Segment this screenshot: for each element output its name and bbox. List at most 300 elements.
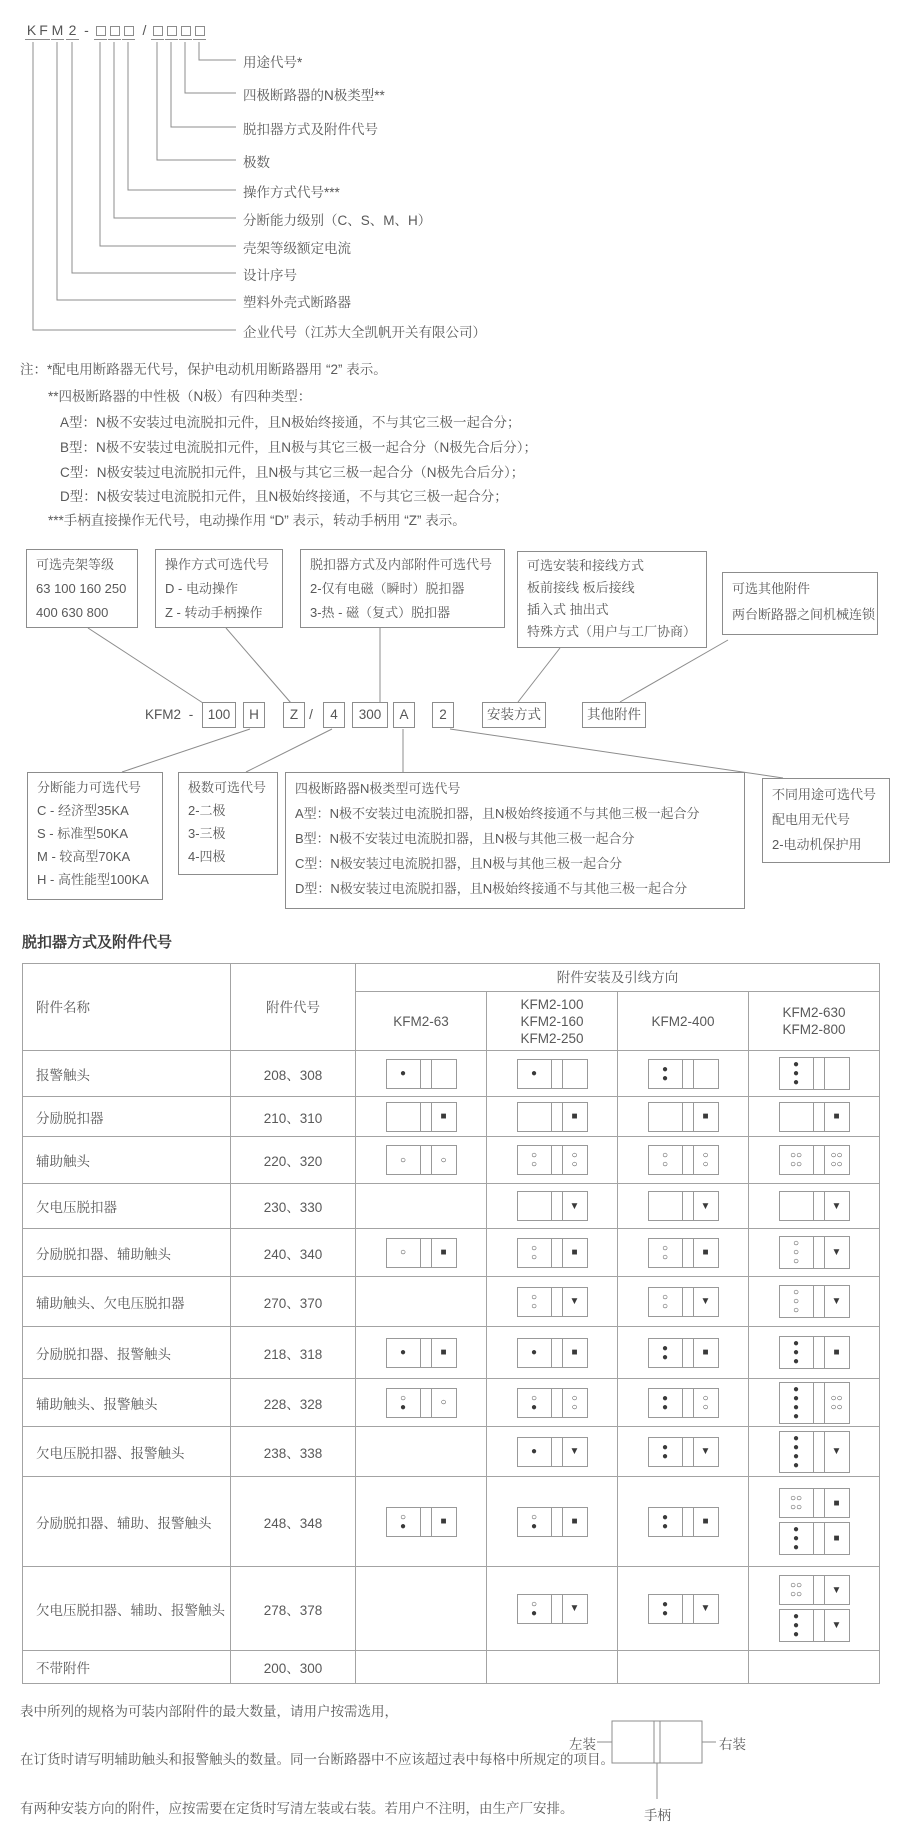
symbol-cell-content [356,1338,486,1368]
symbol-compartment-middle [683,1389,694,1417]
install-direction-box [648,1102,719,1132]
symbol-compartment-middle [814,1576,825,1604]
symbol-compartment-right [563,1103,587,1131]
symbol-compartment-right [694,1146,718,1174]
symbol-glyphs: ● [661,1441,669,1453]
code-box-usage [762,778,890,863]
example-code-box: Z [283,702,305,728]
option-box-line: 可选其他附件 [732,581,811,596]
symbol-glyphs: ● [530,1068,538,1079]
install-direction-box [386,1507,457,1537]
symbol-cell-content [618,1507,748,1537]
symbol-glyphs: ○○ [789,1150,803,1161]
code-box-line: 3-三极 [188,826,226,841]
install-direction-box [779,1609,850,1642]
frame-size-label: KFM2-250 [520,1030,584,1046]
symbol-cell [487,1184,618,1229]
symbol-compartment-middle [421,1103,432,1131]
model-placeholder-square [122,22,135,40]
symbol-glyphs: ● [661,1598,669,1610]
symbol-cell [618,1327,749,1379]
symbol-glyphs: ○ [440,1154,447,1166]
symbol-glyphs: ● [661,1450,669,1462]
install-direction-box [648,1594,719,1624]
symbol-cell-content [749,1102,879,1132]
symbol-glyphs: ● [792,1629,800,1640]
symbol-cell-content [487,1287,617,1317]
symbol-compartment-middle [683,1339,694,1367]
placeholder-square [110,26,120,36]
symbol-cell [618,1277,749,1327]
symbol-glyphs: ■ [571,1347,578,1358]
symbol-glyphs: ○ [571,1392,578,1404]
symbol-compartment-left [518,1192,552,1220]
accessory-code-cell: 278、378 [231,1567,356,1651]
symbol-compartment-middle [421,1239,432,1267]
install-direction-box [779,1488,850,1518]
accessory-code-cell: 218、318 [231,1327,356,1379]
column-header-frame [749,992,880,1051]
symbol-cell-content [618,1338,748,1368]
placeholder-square [181,26,191,36]
symbol-cell-content [356,1388,486,1418]
symbol-glyphs: ○ [399,1392,407,1404]
footer-note: 有两种安装方向的附件，应按需要在定货时写清左装或右装。若用户不注明，由生产厂安排。 [20,1801,574,1816]
symbol-cell [749,1137,880,1184]
symbol-glyphs: ■ [833,1111,840,1122]
install-direction-box [648,1388,719,1418]
left-mount-label: 左装 [569,1737,596,1752]
frame-size-label: KFM2-160 [520,1013,584,1029]
symbol-glyphs: ○ [571,1159,578,1170]
connector-line [33,42,236,330]
symbol-compartment-right [825,1523,849,1554]
accessory-code-cell: 228、328 [231,1379,356,1427]
table-row [23,1229,880,1277]
symbol-glyphs: ● [792,1611,800,1622]
symbol-compartment-right [825,1058,849,1089]
symbol-glyphs: ● [399,1347,407,1358]
symbol-compartment-left [518,1060,552,1088]
symbol-glyphs: ● [792,1077,800,1088]
symbol-compartment-middle [683,1192,694,1220]
code-box-line: C型：N极安装过电流脱扣器，且N极与其他三极一起合分 [295,856,623,871]
symbol-compartment-right [825,1432,849,1472]
connector-line [114,42,236,218]
option-box-line: 可选壳架等级 [36,557,115,572]
symbol-compartment-left [387,1389,421,1417]
install-direction-box [517,1145,588,1175]
symbol-compartment-right [694,1288,718,1316]
symbol-compartment-left [780,1383,814,1423]
symbol-cell-content [749,1431,879,1473]
symbol-glyphs: ○ [661,1291,669,1303]
symbol-compartment-right [432,1339,456,1367]
symbol-glyphs: ● [792,1059,800,1070]
symbol-compartment-right [432,1389,456,1417]
symbol-glyphs: ○ [661,1159,669,1170]
model-char: - [84,22,89,38]
install-direction-box [779,1057,850,1090]
symbol-compartment-right [825,1337,849,1368]
accessory-name-cell: 分励脱扣器、报警触头 [23,1327,231,1379]
callout-label: 用途代号* [243,55,303,70]
install-direction-box [517,1287,588,1317]
symbol-glyphs: ■ [702,1516,709,1527]
accessory-name-cell: 辅助触头、欠电压脱扣器 [23,1277,231,1327]
symbol-glyphs: ○ [530,1251,538,1263]
connector-line [57,42,236,300]
symbol-glyphs: ■ [440,1247,447,1258]
symbol-compartment-right [563,1438,587,1466]
option-box-line: 插入式 抽出式 [527,602,609,617]
connector-line [100,42,236,246]
symbol-glyphs: ○ [399,1511,407,1523]
symbol-cell [749,1379,880,1427]
symbol-compartment-left [649,1389,683,1417]
symbol-glyphs: ● [661,1072,669,1084]
symbol-compartment-left [518,1438,552,1466]
callout-label: 壳架等级额定电流 [243,241,351,256]
symbol-compartment-right [825,1192,849,1220]
symbol-cell-content [356,1059,486,1089]
install-direction-box [386,1388,457,1418]
symbol-glyphs: ● [661,1351,669,1363]
install-direction-box [648,1145,719,1175]
symbol-glyphs: ▼ [700,1296,711,1307]
symbol-compartment-left [780,1237,814,1268]
example-code-box: 4 [323,702,345,728]
symbol-cell [356,1097,487,1137]
symbol-glyphs: ● [661,1342,669,1354]
option-box-line: Z - 转动手柄操作 [165,605,263,620]
symbol-compartment-right [432,1146,456,1174]
symbol-compartment-right [563,1192,587,1220]
symbol-cell [618,1651,749,1684]
symbol-compartment-middle [814,1146,825,1174]
symbol-cell-content [749,1191,879,1221]
code-box-line: H - 高性能型100KA [37,872,149,887]
option-box-operation [155,549,283,628]
symbol-glyphs: ■ [571,1247,578,1258]
column-header-frame [618,992,749,1051]
table-title: 脱扣器方式及附件代号 [22,934,173,951]
symbol-compartment-right [694,1103,718,1131]
connector-line [171,42,236,127]
symbol-cell [749,1097,880,1137]
model-char: / [142,22,147,38]
symbol-glyphs: ● [792,1450,800,1462]
callout-label: 脱扣器方式及附件代号 [243,122,378,137]
symbol-compartment-left [780,1610,814,1641]
placeholder-square [195,26,205,36]
install-direction-box [386,1338,457,1368]
table-row [23,1277,880,1327]
symbol-glyphs: ○ [530,1291,538,1303]
install-direction-box [779,1575,850,1605]
symbol-compartment-middle [552,1288,563,1316]
symbol-compartment-right [694,1192,718,1220]
symbol-compartment-middle [552,1339,563,1367]
accessory-code-cell: 220、320 [231,1137,356,1184]
code-box-line: A型：N极不安装过电流脱扣器，且N极始终接通不与其他三极一起合分 [295,806,700,821]
symbol-compartment-middle [683,1595,694,1623]
symbol-compartment-middle [683,1146,694,1174]
symbol-cell-content [618,1437,748,1467]
symbol-cell-content [487,1059,617,1089]
symbol-cell [356,1427,487,1477]
accessory-name-cell: 不带附件 [23,1651,231,1684]
symbol-cell-content [487,1388,617,1418]
option-box-line: 板前接线 板后接线 [527,580,635,595]
symbol-glyphs: ▼ [569,1200,580,1212]
note-line: B型：N极不安装过电流脱扣元件，且N极与其它三极一起合分（N极先合后分）； [60,440,538,455]
callout-label: 塑料外壳式断路器 [243,295,351,310]
symbol-glyphs: ○ [530,1242,538,1254]
symbol-cell [356,1567,487,1651]
code-box-line: 4-四极 [188,849,226,864]
table-row [23,1567,880,1651]
model-placeholder-square [108,22,121,40]
symbol-cell [618,1097,749,1137]
symbol-compartment-left [649,1103,683,1131]
install-direction-box [386,1102,457,1132]
symbol-cell-content [618,1145,748,1175]
symbol-cell [749,1427,880,1477]
symbol-cell [487,1477,618,1567]
column-header-name: 附件名称 [23,964,231,1051]
symbol-cell [749,1567,880,1651]
table-row [23,1051,880,1097]
symbol-cell-content [618,1388,748,1418]
frame-size-label: KFM2-800 [782,1022,846,1037]
model-placeholder-square [151,22,164,40]
symbol-glyphs: ● [661,1401,669,1413]
install-direction-box [517,1437,588,1467]
accessory-code-cell: 248、348 [231,1477,356,1567]
symbol-cell-content [356,1102,486,1132]
symbol-compartment-left [387,1060,421,1088]
code-box-npole [285,772,745,909]
symbol-compartment-middle [814,1489,825,1517]
example-code-box: 安装方式 [482,702,546,728]
symbol-cell-content [618,1102,748,1132]
symbol-compartment-left [649,1288,683,1316]
symbol-glyphs: ○ [792,1247,800,1258]
option-box-line: 63 100 160 250 [36,581,127,596]
trip-accessory-table [22,963,880,1684]
symbol-cell [749,1651,880,1684]
symbol-glyphs: ■ [833,1533,840,1544]
symbol-compartment-right [563,1389,587,1417]
symbol-compartment-middle [421,1508,432,1536]
model-placeholder-square [179,22,192,40]
symbol-compartment-left [649,1339,683,1367]
accessory-name-cell: 欠电压脱扣器、报警触头 [23,1427,231,1477]
symbol-cell [618,1137,749,1184]
symbol-cell [749,1229,880,1277]
handle-label: 手柄 [644,1808,671,1823]
symbol-glyphs: ● [530,1446,538,1457]
symbol-compartment-left [518,1508,552,1536]
example-code-box: 300 [352,702,388,728]
symbol-glyphs: ● [792,1441,800,1453]
code-box-line: 分断能力可选代号 [37,780,142,795]
symbol-glyphs: ○ [792,1256,800,1267]
symbol-glyphs: ○ [792,1296,800,1307]
symbol-compartment-left [780,1058,814,1089]
symbol-glyphs: ● [792,1524,800,1535]
code-box-line: 不同用途可选代号 [772,787,877,802]
note-line: **四极断路器的中性极（N极）有四种类型： [48,389,312,404]
symbol-compartment-middle [814,1337,825,1368]
install-direction-box [779,1336,850,1369]
symbol-compartment-right [825,1383,849,1423]
symbol-glyphs: ○ [571,1150,578,1161]
symbol-glyphs: ○ [530,1511,538,1523]
symbol-cell-content [356,1145,486,1175]
symbol-compartment-middle [552,1438,563,1466]
callout-label: 极数 [243,155,270,170]
right-mount-label: 右装 [719,1737,746,1752]
symbol-compartment-right [694,1438,718,1466]
example-code-box: 2 [432,702,454,728]
symbol-compartment-left [518,1103,552,1131]
symbol-compartment-middle [683,1508,694,1536]
symbol-compartment-middle [814,1192,825,1220]
symbol-glyphs: ▼ [700,1200,711,1212]
symbol-compartment-middle [814,1058,825,1089]
symbol-cell-content [487,1594,617,1624]
note-line: 注：*配电用断路器无代号，保护电动机用断路器用 “2” 表示。 [20,362,387,377]
symbol-glyphs: ○○ [830,1150,843,1161]
symbol-compartment-left [649,1239,683,1267]
frame-size-label: KFM2-100 [520,996,584,1012]
symbol-compartment-left [649,1060,683,1088]
accessory-code-cell: 238、338 [231,1427,356,1477]
symbol-cell [487,1651,618,1684]
code-box-line: D型：N极安装过电流脱扣器，且N极始终接通不与其他三极一起合分 [295,881,688,896]
symbol-cell [356,1327,487,1379]
symbol-cell [356,1229,487,1277]
table-row [23,1097,880,1137]
code-box-line: B型：N极不安装过电流脱扣器，且N极与其他三极一起合分 [295,831,635,846]
symbol-cell-content [487,1238,617,1268]
symbol-cell [356,1651,487,1684]
symbol-cell [487,1277,618,1327]
table-row [23,1651,880,1684]
symbol-glyphs: ○○ [789,1589,803,1600]
symbol-compartment-middle [683,1103,694,1131]
symbol-glyphs: ▼ [700,1446,711,1457]
symbol-glyphs: ■ [702,1347,709,1358]
symbol-glyphs: ● [792,1542,800,1553]
table-row [23,1427,880,1477]
accessory-code-cell: 200、300 [231,1651,356,1684]
symbol-cell-content [356,1238,486,1268]
symbol-glyphs: ● [792,1459,800,1471]
example-code-box: A [393,702,415,728]
symbol-cell-content [487,1102,617,1132]
symbol-glyphs: ■ [440,1111,447,1122]
symbol-compartment-right [694,1389,718,1417]
symbol-glyphs: ● [792,1068,800,1079]
option-box-line: D - 电动操作 [165,581,238,596]
symbol-compartment-middle [552,1060,563,1088]
model-char: 2 [66,22,79,40]
symbol-compartment-middle [814,1286,825,1317]
symbol-glyphs: ■ [702,1111,709,1122]
symbol-glyphs: ○ [702,1401,709,1413]
symbol-glyphs: ○○ [789,1580,803,1591]
symbol-glyphs: ○ [661,1150,669,1161]
example-code-segment: KFM2 [144,707,181,722]
symbol-cell [356,1277,487,1327]
symbol-glyphs: ○ [792,1287,800,1298]
code-box-breaking [27,772,163,900]
symbol-glyphs: ● [661,1511,669,1523]
symbol-glyphs: ● [792,1410,800,1422]
symbol-compartment-right [694,1239,718,1267]
symbol-compartment-right [825,1576,849,1604]
accessory-code-cell: 270、370 [231,1277,356,1327]
example-code-box: H [243,702,265,728]
symbol-compartment-right [694,1508,718,1536]
install-direction-box [779,1431,850,1473]
option-box-other [722,572,878,635]
accessory-name-cell: 分励脱扣器 [23,1097,231,1137]
model-char: K [26,22,37,38]
symbol-compartment-right [825,1237,849,1268]
note-line: D型：N极安装过电流脱扣元件，且N极始终接通，不与其它三极一起合分； [60,489,508,504]
accessory-name-cell: 报警触头 [23,1051,231,1097]
symbol-glyphs: ○ [440,1397,447,1408]
symbol-compartment-left [780,1337,814,1368]
symbol-compartment-left [518,1288,552,1316]
symbol-glyphs: ■ [440,1516,447,1527]
accessory-code-cell: 208、308 [231,1051,356,1097]
symbol-compartment-middle [814,1237,825,1268]
symbol-glyphs: ● [792,1401,800,1413]
symbol-compartment-left [780,1432,814,1472]
symbol-glyphs: ○ [661,1251,669,1263]
symbol-cell-content [487,1507,617,1537]
symbol-compartment-right [825,1286,849,1317]
accessory-name-cell: 欠电压脱扣器、辅助、报警触头 [23,1567,231,1651]
connector-line [88,628,203,703]
install-direction-box [779,1191,850,1221]
symbol-cell [749,1327,880,1379]
symbol-glyphs: ● [399,1401,407,1413]
callout-label: 分断能力级别（C、S、M、H） [243,213,432,228]
symbol-compartment-right [694,1060,718,1088]
install-direction-box [648,1338,719,1368]
accessory-name-cell: 分励脱扣器、辅助触头 [23,1229,231,1277]
install-direction-box [517,1594,588,1624]
install-direction-box [648,1238,719,1268]
install-direction-box [386,1145,457,1175]
symbol-compartment-left [780,1286,814,1317]
symbol-glyphs: ○ [792,1238,800,1249]
symbol-compartment-middle [552,1239,563,1267]
symbol-cell [356,1379,487,1427]
option-box-line: 两台断路器之间机械连锁 [732,607,876,622]
symbol-cell-content [749,1336,879,1369]
note-line: A型：N极不安装过电流脱扣元件，且N极始终接通，不与其它三极一起合分； [60,415,521,430]
option-box-line: 400 630 800 [36,605,109,620]
option-box-frame [26,549,138,628]
symbol-cell [749,1051,880,1097]
